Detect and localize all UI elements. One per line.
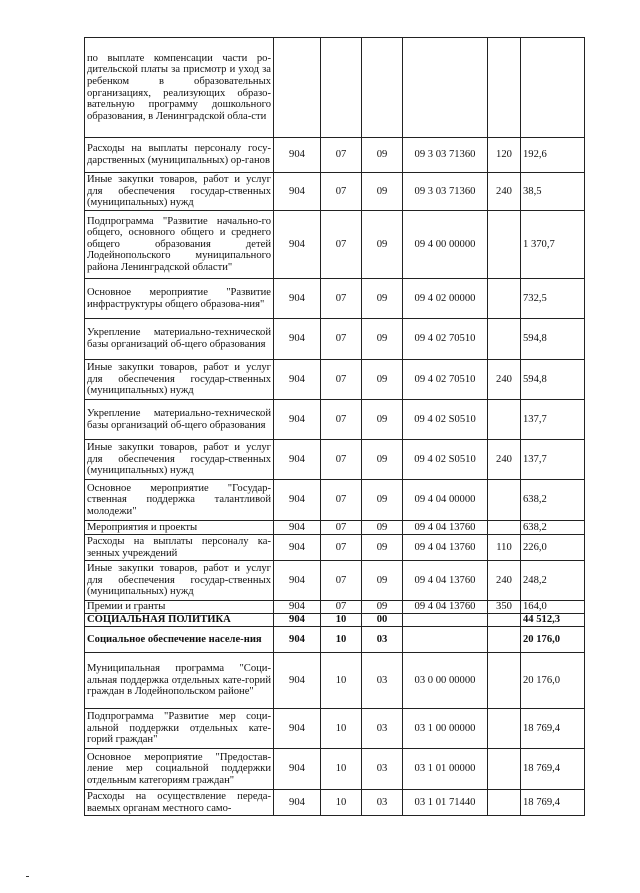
row-amount: 638,2	[521, 521, 585, 535]
row-amount: 137,7	[521, 440, 585, 480]
row-subsection	[362, 38, 403, 138]
row-amount: 226,0	[521, 535, 585, 561]
row-amount: 732,5	[521, 279, 585, 319]
row-section: 07	[321, 561, 362, 601]
row-amount: 192,6	[521, 138, 585, 173]
row-name: Укрепление материально-технической базы организаций об-щего образования	[85, 400, 274, 440]
row-ministry: 904	[274, 440, 321, 480]
row-subsection: 03	[362, 790, 403, 816]
row-name: Подпрограмма "Развитие мер соци-альной поддержки отдельных кате-горий граждан"	[85, 709, 274, 749]
row-target-code: 03 0 00 00000	[403, 653, 488, 709]
table-row	[85, 440, 585, 480]
row-ministry: 904	[274, 138, 321, 173]
row-name: Социальное обеспечение населе-ния	[85, 627, 274, 653]
row-ministry: 904	[274, 709, 321, 749]
row-section: 07	[321, 535, 362, 561]
row-section: 07	[321, 360, 362, 400]
row-target-code: 09 4 04 00000	[403, 480, 488, 521]
table-row	[85, 400, 585, 440]
row-subsection: 00	[362, 614, 403, 627]
table-row	[85, 790, 585, 816]
row-section: 07	[321, 601, 362, 614]
row-section: 10	[321, 749, 362, 790]
row-name: Иные закупки товаров, работ и услуг для обеспечения государ-ственных (муниципальных) нужд	[85, 561, 274, 601]
row-name: Подпрограмма "Развитие начально-го общего, основного общего и среднего общего образования детей Лодейнопольского муниципального района Ленинградской области"	[85, 211, 274, 279]
row-ministry: 904	[274, 601, 321, 614]
row-section: 10	[321, 627, 362, 653]
row-ministry: 904	[274, 749, 321, 790]
row-ministry: 904	[274, 173, 321, 211]
row-name: Иные закупки товаров, работ и услуг для обеспечения государ-ственных (муниципальных) нужд	[85, 360, 274, 400]
row-target-code: 03 1 00 00000	[403, 709, 488, 749]
page-mark	[26, 876, 29, 877]
row-expense-type	[488, 627, 521, 653]
row-target-code: 09 4 04 13760	[403, 521, 488, 535]
row-target-code: 09 4 00 00000	[403, 211, 488, 279]
table-row	[85, 38, 585, 138]
row-target-code: 09 4 02 70510	[403, 319, 488, 360]
table-row	[85, 749, 585, 790]
row-ministry: 904	[274, 535, 321, 561]
table-body	[85, 38, 585, 816]
row-amount: 594,8	[521, 360, 585, 400]
row-expense-type: 240	[488, 360, 521, 400]
row-amount: 1 370,7	[521, 211, 585, 279]
row-target-code: 09 4 04 13760	[403, 561, 488, 601]
row-expense-type	[488, 614, 521, 627]
row-target-code: 09 3 03 71360	[403, 138, 488, 173]
row-expense-type	[488, 709, 521, 749]
row-amount: 44 512,3	[521, 614, 585, 627]
row-name: Укрепление материально-технической базы организаций об-щего образования	[85, 319, 274, 360]
row-amount	[521, 38, 585, 138]
table-row	[85, 279, 585, 319]
row-name: Расходы на осуществление переда-ваемых органам местного само-	[85, 790, 274, 816]
row-target-code: 09 4 04 13760	[403, 601, 488, 614]
row-subsection: 09	[362, 360, 403, 400]
row-amount: 594,8	[521, 319, 585, 360]
row-amount: 20 176,0	[521, 627, 585, 653]
row-expense-type	[488, 521, 521, 535]
row-target-code	[403, 627, 488, 653]
row-section: 10	[321, 614, 362, 627]
row-name: Расходы на выплаты персоналу ка-зенных учреждений	[85, 535, 274, 561]
row-ministry: 904	[274, 627, 321, 653]
row-expense-type: 120	[488, 138, 521, 173]
row-ministry: 904	[274, 400, 321, 440]
row-name: Иные закупки товаров, работ и услуг для обеспечения государ-ственных (муниципальных) нужд	[85, 440, 274, 480]
row-subsection: 09	[362, 601, 403, 614]
row-expense-type: 240	[488, 561, 521, 601]
row-amount: 18 769,4	[521, 749, 585, 790]
table-row	[85, 627, 585, 653]
row-subsection: 09	[362, 279, 403, 319]
row-ministry: 904	[274, 480, 321, 521]
row-amount: 638,2	[521, 480, 585, 521]
row-amount: 18 769,4	[521, 790, 585, 816]
row-section: 07	[321, 480, 362, 521]
row-name: Основное мероприятие "Развитие инфраструктуры общего образова-ния"	[85, 279, 274, 319]
row-name: Иные закупки товаров, работ и услуг для обеспечения государ-ственных (муниципальных) нужд	[85, 173, 274, 211]
row-expense-type	[488, 749, 521, 790]
row-subsection: 09	[362, 400, 403, 440]
row-subsection: 09	[362, 138, 403, 173]
row-subsection: 09	[362, 173, 403, 211]
row-subsection: 09	[362, 211, 403, 279]
row-target-code: 09 4 02 00000	[403, 279, 488, 319]
row-subsection: 09	[362, 561, 403, 601]
table-row	[85, 138, 585, 173]
row-expense-type	[488, 279, 521, 319]
row-target-code: 03 1 01 71440	[403, 790, 488, 816]
table-row	[85, 480, 585, 521]
table-row	[85, 360, 585, 400]
row-ministry: 904	[274, 319, 321, 360]
row-expense-type	[488, 319, 521, 360]
table-row	[85, 319, 585, 360]
table-row	[85, 535, 585, 561]
row-subsection: 09	[362, 480, 403, 521]
row-ministry	[274, 38, 321, 138]
row-expense-type	[488, 790, 521, 816]
row-amount: 20 176,0	[521, 653, 585, 709]
row-expense-type: 240	[488, 173, 521, 211]
row-target-code: 09 4 02 S0510	[403, 400, 488, 440]
row-expense-type	[488, 480, 521, 521]
row-section: 07	[321, 521, 362, 535]
row-section	[321, 38, 362, 138]
row-section: 10	[321, 790, 362, 816]
row-subsection: 09	[362, 521, 403, 535]
row-amount: 248,2	[521, 561, 585, 601]
row-section: 10	[321, 709, 362, 749]
budget-table	[84, 37, 585, 816]
table-row	[85, 614, 585, 627]
row-name: Основное мероприятие "Государ-ственная поддержка талантливой молодежи"	[85, 480, 274, 521]
row-expense-type	[488, 653, 521, 709]
row-expense-type	[488, 400, 521, 440]
row-section: 07	[321, 440, 362, 480]
row-ministry: 904	[274, 561, 321, 601]
row-target-code: 03 1 01 00000	[403, 749, 488, 790]
row-target-code	[403, 38, 488, 138]
row-expense-type: 110	[488, 535, 521, 561]
row-name: Расходы на выплаты персоналу госу-дарственных (муниципальных) ор-ганов	[85, 138, 274, 173]
row-ministry: 904	[274, 614, 321, 627]
row-target-code: 09 4 04 13760	[403, 535, 488, 561]
row-subsection: 03	[362, 749, 403, 790]
row-subsection: 09	[362, 535, 403, 561]
row-section: 07	[321, 319, 362, 360]
table-row	[85, 211, 585, 279]
row-amount: 38,5	[521, 173, 585, 211]
row-section: 10	[321, 653, 362, 709]
row-expense-type	[488, 211, 521, 279]
row-name: Премии и гранты	[85, 601, 274, 614]
row-section: 07	[321, 279, 362, 319]
row-ministry: 904	[274, 790, 321, 816]
row-name: Мероприятия и проекты	[85, 521, 274, 535]
row-ministry: 904	[274, 653, 321, 709]
row-section: 07	[321, 400, 362, 440]
row-target-code: 09 4 02 S0510	[403, 440, 488, 480]
row-amount: 18 769,4	[521, 709, 585, 749]
row-section: 07	[321, 138, 362, 173]
row-section: 07	[321, 173, 362, 211]
row-subsection: 03	[362, 653, 403, 709]
row-section: 07	[321, 211, 362, 279]
table-row	[85, 653, 585, 709]
row-name: Основное мероприятие "Предостав-ление мер социальной поддержки отдельным категориям граждан"	[85, 749, 274, 790]
row-ministry: 904	[274, 521, 321, 535]
row-amount: 137,7	[521, 400, 585, 440]
row-subsection: 03	[362, 627, 403, 653]
row-subsection: 09	[362, 440, 403, 480]
row-ministry: 904	[274, 279, 321, 319]
row-target-code: 09 4 02 70510	[403, 360, 488, 400]
table-row	[85, 601, 585, 614]
row-expense-type: 240	[488, 440, 521, 480]
row-ministry: 904	[274, 360, 321, 400]
row-target-code: 09 3 03 71360	[403, 173, 488, 211]
row-name: СОЦИАЛЬНАЯ ПОЛИТИКА	[85, 614, 274, 627]
row-expense-type: 350	[488, 601, 521, 614]
table-row	[85, 709, 585, 749]
table-row	[85, 173, 585, 211]
table-row	[85, 561, 585, 601]
row-ministry: 904	[274, 211, 321, 279]
row-subsection: 03	[362, 709, 403, 749]
row-target-code	[403, 614, 488, 627]
row-amount: 164,0	[521, 601, 585, 614]
row-name: Муниципальная программа "Соци-альная поддержка отдельных кате-горий граждан в Лодейнопольском районе"	[85, 653, 274, 709]
row-subsection: 09	[362, 319, 403, 360]
row-expense-type	[488, 38, 521, 138]
row-name: по выплате компенсации части ро-дительской платы за присмотр и уход за ребенком в образовательных организациях, реализующих образо-вательную программу дошкольного образования, в Ленинградской обла-сти	[85, 38, 274, 138]
table-row	[85, 521, 585, 535]
